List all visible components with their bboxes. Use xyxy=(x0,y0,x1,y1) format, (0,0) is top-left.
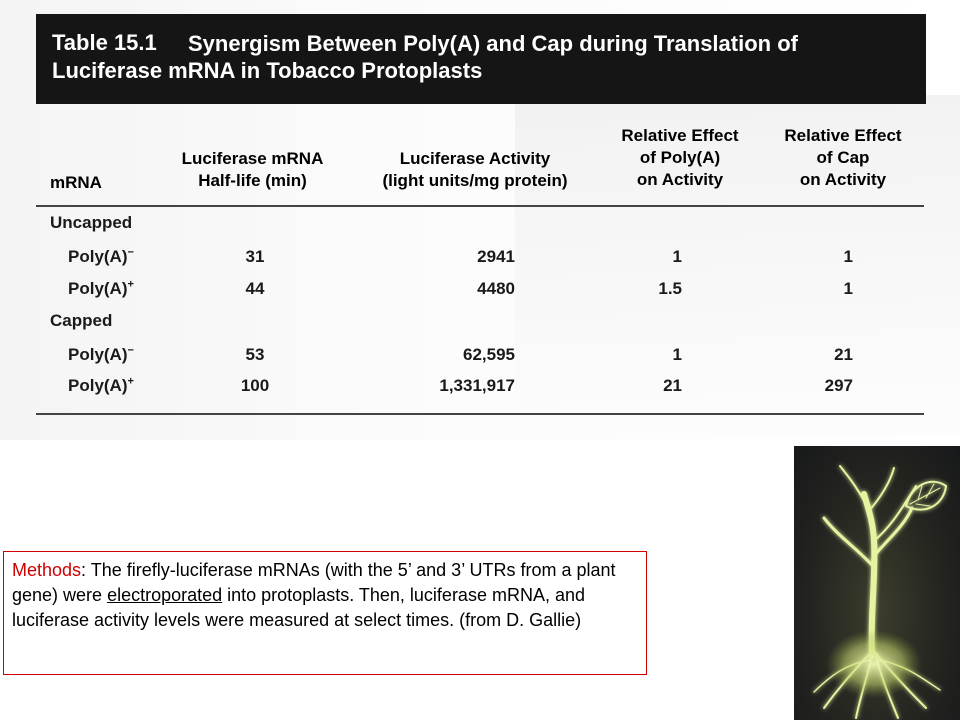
cell-activity: 1,331,917 xyxy=(439,376,515,395)
cell-halflife: 31 xyxy=(245,247,265,266)
header-polya-effect: Relative Effect of Poly(A) on Activity xyxy=(621,126,739,189)
luciferase-plant-photo xyxy=(794,446,960,720)
row-label: Poly(A)+ xyxy=(68,375,134,395)
methods-note xyxy=(3,551,647,675)
cell-activity: 2941 xyxy=(477,247,515,266)
header-mrna: mRNA xyxy=(50,173,102,192)
header-rule xyxy=(36,205,924,207)
table-title-bar xyxy=(36,14,926,104)
methods-text: : The firefly-luciferase mRNAs (with the 5’ and 3’ UTRs from a plant gene) were xyxy=(12,560,616,605)
table-number: Table 15.1 xyxy=(52,30,157,55)
cell-halflife: 100 xyxy=(240,376,270,395)
cell-polya-effect: 1 xyxy=(672,345,682,364)
glowing-plant-image xyxy=(794,446,960,720)
cell-cap-effect: 1 xyxy=(843,279,853,298)
row-label: Poly(A)− xyxy=(68,344,134,364)
cell-polya-effect: 1.5 xyxy=(658,279,682,298)
cell-cap-effect: 297 xyxy=(824,376,853,395)
row-label: Poly(A)− xyxy=(68,246,134,266)
header-halflife: Luciferase mRNA Half-life (min) xyxy=(181,149,324,190)
cell-halflife: 53 xyxy=(245,345,265,364)
cell-cap-effect: 1 xyxy=(843,247,853,266)
cell-polya-effect: 1 xyxy=(672,247,682,266)
electroporated-link[interactable]: electroporated xyxy=(107,585,223,605)
cell-activity: 62,595 xyxy=(463,345,515,364)
group-label-uncapped: Uncapped xyxy=(50,213,133,232)
header-activity: Luciferase Activity (light units/mg protein) xyxy=(382,149,568,190)
header-cap-effect: Relative Effect of Cap on Activity xyxy=(784,126,902,189)
table-title-line2: Luciferase mRNA in Tobacco Protoplasts xyxy=(52,58,483,83)
cell-activity: 4480 xyxy=(477,279,515,298)
group-label-capped: Capped xyxy=(50,311,113,330)
row-label: Poly(A)+ xyxy=(68,278,134,298)
cell-cap-effect: 21 xyxy=(834,345,853,364)
cell-polya-effect: 21 xyxy=(663,376,682,395)
methods-label: Methods xyxy=(12,560,82,580)
methods-text-end: into protoplasts. Then, luciferase mRNA, and luciferase activity levels were measured at select times. (from D. Gallie) xyxy=(12,585,585,630)
table-title: Synergism Between Poly(A) and Cap during Translation of xyxy=(188,31,798,56)
cell-halflife: 44 xyxy=(245,279,265,298)
bottom-rule xyxy=(36,413,924,415)
